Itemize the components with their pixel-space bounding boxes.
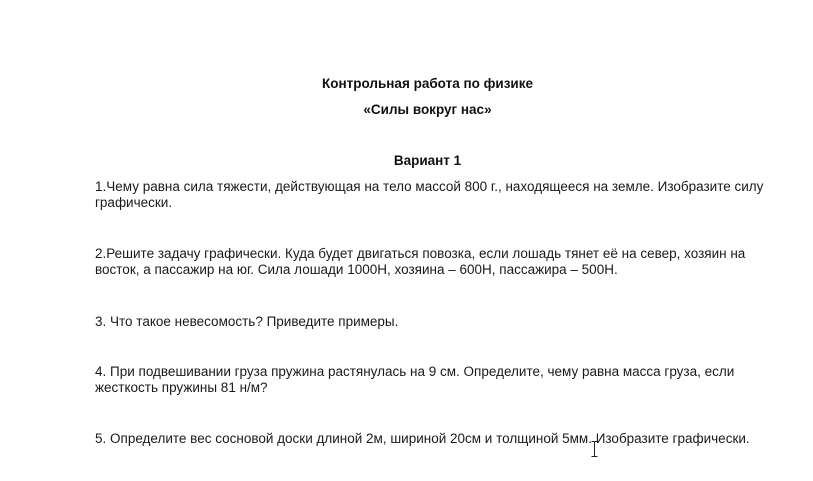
text-cursor-icon [590, 440, 599, 458]
variant-heading: Вариант 1 [393, 153, 462, 168]
question-3: 3. Что такое невесомость? Приведите примеры. [95, 314, 399, 329]
question-4: 4. При подвешивании груза пружина растянулась на 9 см. Определите, чему равна масса груза, если жесткость пружины 81 н/м? [95, 364, 735, 395]
question-1: 1.Чему равна сила тяжести, действующая на тело массой 800 г., находящееся на земле. Изобразите силу графически. [95, 179, 764, 210]
document-title: Контрольная работа по физике [322, 76, 533, 91]
document-subtitle: «Силы вокруг нас» [363, 102, 492, 117]
question-5: 5. Определите вес сосновой доски длиной 2м, шириной 20см и толщиной 5мм. Изобразите графически. [95, 431, 750, 446]
question-2: 2.Решите задачу графически. Куда будет двигаться повозка, если лошадь тянет её на север, хозяин на восток, а пассажир на юг. Сила лошади 1000Н, хозяина – 600Н, пассажира – 500Н. [95, 246, 746, 277]
